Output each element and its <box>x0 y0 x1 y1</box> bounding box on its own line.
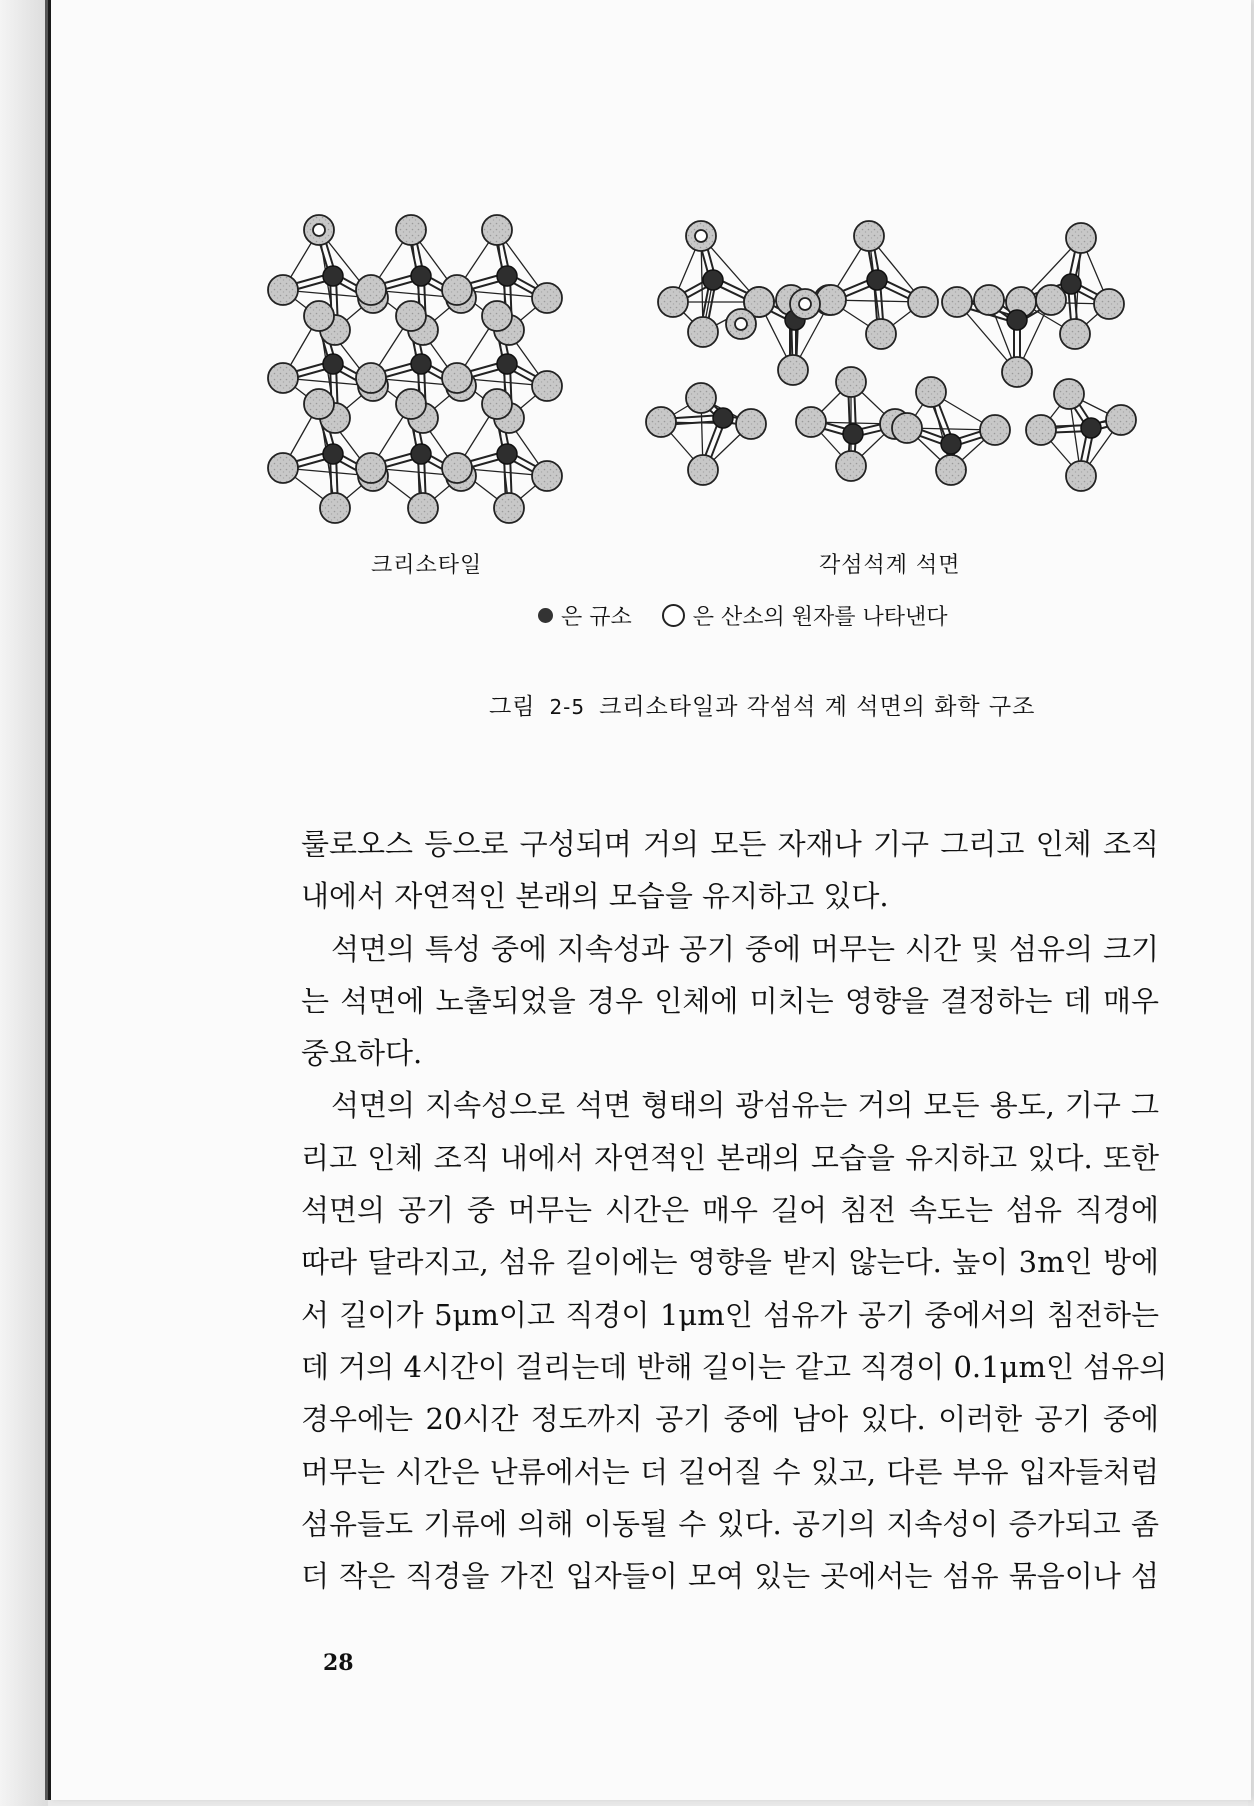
oxygen-atom <box>836 367 866 397</box>
oxygen-atom <box>442 453 472 483</box>
silicon-atom <box>411 266 431 286</box>
text-line: 내에서 자연적인 본래의 모습을 유지하고 있다. <box>301 879 889 914</box>
text-line: 머무는 시간은 난류에서는 더 길어질 수 있고, 다른 부유 입자들처럼 <box>301 1454 1159 1489</box>
oxygen-atom <box>1094 289 1124 319</box>
oxygen-atom <box>866 319 896 349</box>
silicon-atom <box>411 444 431 464</box>
silicon-atom <box>1081 418 1101 438</box>
oxygen-atom <box>646 407 676 437</box>
silicon-atom <box>867 270 887 290</box>
caption-prefix: 그림 <box>489 694 536 720</box>
text-line: 석면의 지속성으로 석면 형태의 광섬유는 거의 모든 용도, 기구 그 <box>331 1088 1159 1123</box>
oxygen-atom <box>816 285 846 315</box>
chrysotile-label: 크리소타일 <box>371 553 483 578</box>
oxygen-atom <box>1036 285 1066 315</box>
oxygen-atom <box>442 275 472 305</box>
oxygen-atom <box>268 275 298 305</box>
silicon-atom <box>497 266 517 286</box>
oxygen-atom <box>532 461 562 491</box>
oxygen-atom <box>268 363 298 393</box>
oxygen-atom <box>836 451 866 481</box>
amphibole-label: 각섬석계 석면 <box>819 553 961 578</box>
oxygen-atom-marker <box>695 230 707 242</box>
book-gutter <box>0 0 48 1806</box>
oxygen-atom <box>974 285 1004 315</box>
oxygen-atom <box>658 287 688 317</box>
silicon-atom <box>843 424 863 444</box>
silicon-atom <box>323 266 343 286</box>
oxygen-atom <box>796 407 826 437</box>
oxygen-atom <box>304 389 334 419</box>
legend-silicon-text: 은 규소 <box>561 605 632 630</box>
oxygen-atom <box>396 389 426 419</box>
oxygen-atom <box>304 301 334 331</box>
text-line: 데 거의 4시간이 걸리는데 반해 길이는 같고 직경이 0.1μm인 섬유의 <box>301 1349 1168 1384</box>
silicon-atom <box>941 434 961 454</box>
silicon-atom <box>703 270 723 290</box>
book-page <box>48 0 1251 1800</box>
oxygen-atom-marker <box>735 318 747 330</box>
oxygen-atom <box>980 415 1010 445</box>
oxygen-atom <box>482 301 512 331</box>
oxygen-atom <box>494 493 524 523</box>
oxygen-atom <box>736 409 766 439</box>
oxygen-atom <box>1060 319 1090 349</box>
oxygen-atom <box>936 455 966 485</box>
oxygen-atom <box>532 371 562 401</box>
oxygen-atom <box>854 221 884 251</box>
legend-oxygen-text: 은 산소의 원자를 나타낸다 <box>692 605 948 630</box>
page-number: 28 <box>323 1650 354 1676</box>
caption-number: 2-5 <box>549 695 586 719</box>
oxygen-atom <box>356 275 386 305</box>
oxygen-atom <box>688 455 718 485</box>
silicon-atom <box>323 444 343 464</box>
silicon-atom <box>713 408 733 428</box>
oxygen-atom <box>1054 379 1084 409</box>
text-line: 서 길이가 5μm이고 직경이 1μm인 섬유가 공기 중에서의 침전하는 <box>301 1297 1159 1332</box>
oxygen-atom <box>356 363 386 393</box>
oxygen-atom <box>908 287 938 317</box>
text-line: 경우에는 20시간 정도까지 공기 중에 남아 있다. 이러한 공기 중에 <box>301 1402 1159 1437</box>
silicon-dot-icon <box>538 608 553 623</box>
oxygen-atom-marker <box>799 298 811 310</box>
caption-title: 크리소타일과 각섬석 계 석면의 화학 구조 <box>599 694 1036 720</box>
oxygen-atom <box>688 317 718 347</box>
silicon-atom <box>497 444 517 464</box>
text-line: 리고 인체 조직 내에서 자연적인 본래의 모습을 유지하고 있다. 또한 <box>301 1140 1159 1175</box>
oxygen-atom-marker <box>313 224 325 236</box>
silicon-atom <box>1007 310 1027 330</box>
chemical-structure-figure <box>51 0 1251 560</box>
oxygen-atom <box>482 389 512 419</box>
oxygen-atom <box>268 453 298 483</box>
oxygen-atom <box>1026 415 1056 445</box>
oxygen-atom <box>396 215 426 245</box>
text-line: 석면의 특성 중에 지속성과 공기 중에 머무는 시간 및 섬유의 크기 <box>331 931 1159 966</box>
oxygen-atom <box>686 383 716 413</box>
oxygen-atom <box>1106 405 1136 435</box>
body-text <box>301 818 1168 1602</box>
oxygen-atom <box>482 215 512 245</box>
figure-legend <box>538 600 948 631</box>
oxygen-atom <box>320 493 350 523</box>
oxygen-circle-icon <box>662 604 685 627</box>
oxygen-atom <box>1002 357 1032 387</box>
oxygen-atom <box>442 363 472 393</box>
oxygen-atom <box>916 377 946 407</box>
oxygen-atom <box>532 283 562 313</box>
text-line: 는 석면에 노출되었을 경우 인체에 미치는 영향을 결정하는 데 매우 <box>301 983 1159 1018</box>
text-line: 더 작은 직경을 가진 입자들이 모여 있는 곳에서는 섬유 묶음이나 섬 <box>301 1559 1159 1594</box>
figure-caption <box>489 688 1035 721</box>
text-line: 중요하다. <box>301 1036 423 1071</box>
oxygen-atom <box>1066 223 1096 253</box>
oxygen-atom <box>892 413 922 443</box>
oxygen-atom <box>396 301 426 331</box>
text-line: 룰로오스 등으로 구성되며 거의 모든 자재나 기구 그리고 인체 조직 <box>301 827 1159 861</box>
oxygen-atom <box>942 287 972 317</box>
text-line: 석면의 공기 중 머무는 시간은 매우 길어 침전 속도는 섬유 직경에 <box>301 1193 1159 1228</box>
silicon-atom <box>323 354 343 374</box>
silicon-atom <box>497 354 517 374</box>
text-line: 섬유들도 기류에 의해 이동될 수 있다. 공기의 지속성이 증가되고 좀 <box>301 1506 1159 1541</box>
oxygen-atom <box>1066 461 1096 491</box>
oxygen-atom <box>778 355 808 385</box>
text-line: 따라 달라지고, 섬유 길이에는 영향을 받지 않는다. 높이 3m인 방에 <box>301 1245 1159 1280</box>
oxygen-atom <box>408 493 438 523</box>
silicon-atom <box>411 354 431 374</box>
oxygen-atom <box>356 453 386 483</box>
